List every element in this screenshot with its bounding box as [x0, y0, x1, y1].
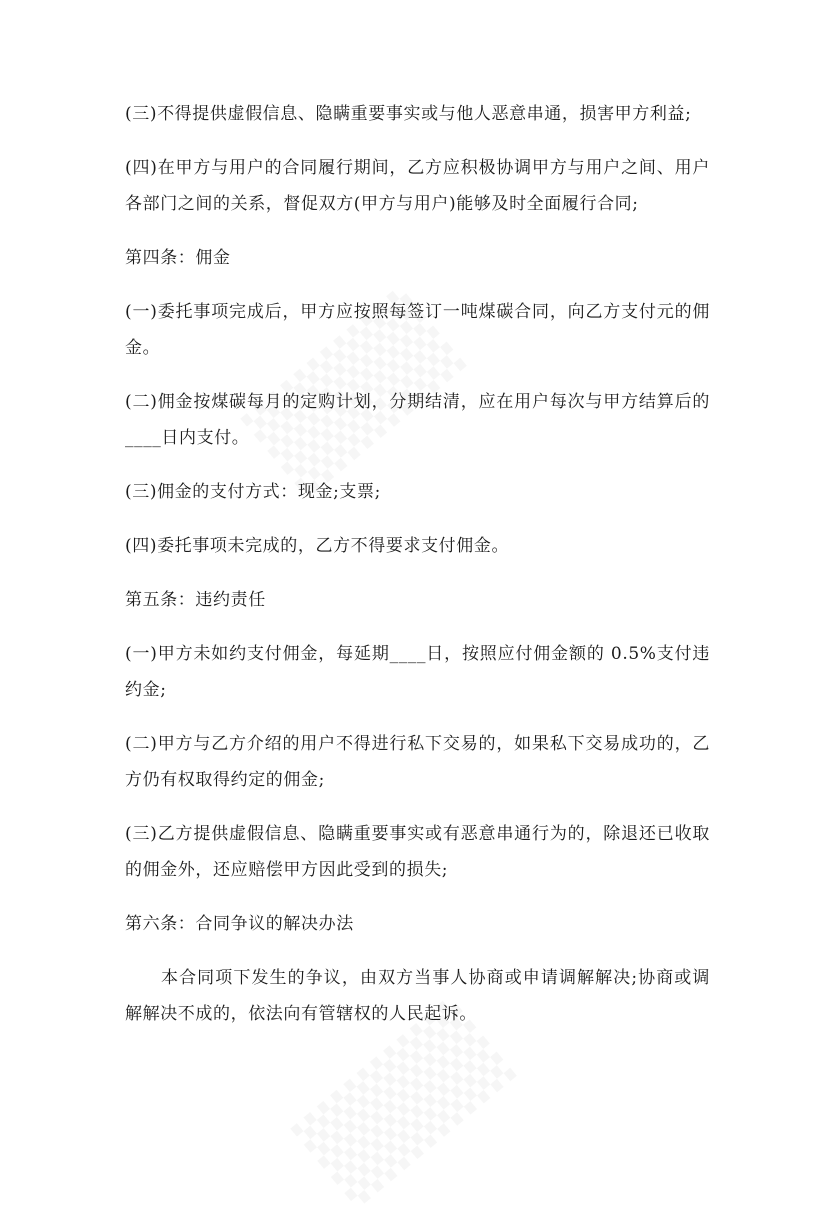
clause-item: (二)甲方与乙方介绍的用户不得进行私下交易的，如果私下交易成功的，乙方仍有权取得约定的佣金;: [125, 734, 710, 790]
body-paragraph: 本合同项下发生的争议，由双方当事人协商或申请调解解决;协商或调解解决不成的，依法向有管辖权的人民起诉。: [125, 968, 710, 1024]
clause-item: (一)甲方未如约支付佣金，每延期____日，按照应付佣金额的 0.5%支付违约金;: [125, 644, 710, 700]
clause-item: (三)乙方提供虚假信息、隐瞒重要事实或有恶意串通行为的，除退还已收取的佣金外，还应赔偿甲方因此受到的损失;: [125, 824, 710, 880]
article-heading: 第六条：合同争议的解决办法: [125, 914, 354, 934]
article-heading: 第四条：佣金: [125, 248, 231, 268]
clause-item: (四)在甲方与用户的合同履行期间，乙方应积极协调甲方与用户之间、用户各部门之间的关系，督促双方(甲方与用户)能够及时全面履行合同;: [125, 158, 710, 214]
clause-item: (二)佣金按煤碳每月的定购计划，分期结清，应在用户每次与甲方结算后的____日内支付。: [125, 392, 710, 448]
clause-item: (三)不得提供虚假信息、隐瞒重要事实或与他人恶意串通，损害甲方利益;: [125, 104, 692, 124]
clause-item: (四)委托事项未完成的，乙方不得要求支付佣金。: [125, 536, 510, 556]
document-body: [125, 96, 710, 1050]
article-heading: 第五条：违约责任: [125, 590, 266, 610]
clause-item: (三)佣金的支付方式：现金;支票;: [125, 482, 381, 502]
clause-item: (一)委托事项完成后，甲方应按照每签订一吨煤碳合同，向乙方支付元的佣金。: [125, 302, 710, 358]
